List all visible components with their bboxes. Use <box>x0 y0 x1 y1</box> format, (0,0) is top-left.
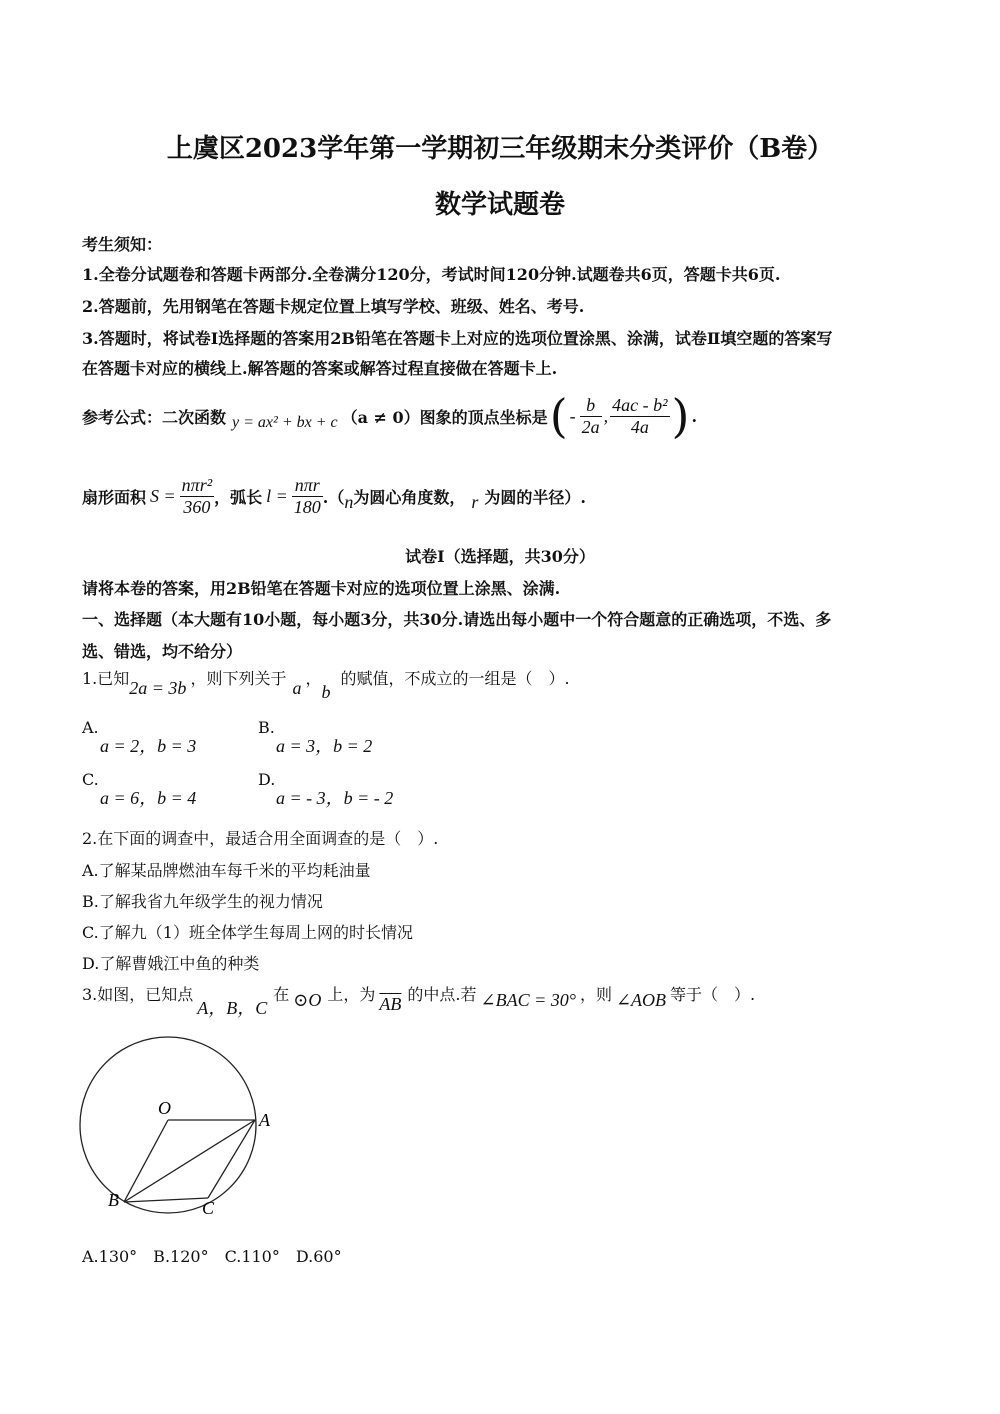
segment-ab <box>124 1120 255 1202</box>
part1-heading-line2: 选、错选，均不给分） <box>82 642 243 661</box>
vertex-x-sign: - <box>569 405 576 426</box>
q2-option-d: D.了解曹娥江中鱼的种类 <box>82 954 260 973</box>
q2-option-a: A.了解某品牌燃油车每千米的平均耗油量 <box>82 861 371 880</box>
vertex-y-fraction <box>610 395 669 438</box>
note-n: 为圆心角度数， <box>353 487 466 507</box>
notice-item-3-line1: 3.答题时，将试卷Ⅰ选择题的答案用2B铅笔在答题卡上对应的选项位置涂黑、涂满，试卷Ⅱ填空题的答案写 <box>82 329 833 348</box>
q1-option-c-label: C. <box>82 770 99 789</box>
page-title: 上虞区2023学年第一学期初三年级期末分类评价（B卷） <box>166 134 834 164</box>
q1-option-d-value: a = - 3，b = - 2 <box>276 788 394 808</box>
circle-o <box>80 1037 256 1213</box>
q1-var-a: a <box>292 678 302 698</box>
segment-bc <box>124 1198 208 1202</box>
q1-option-b-value: a = 3，b = 2 <box>276 736 373 756</box>
left-paren: ( <box>549 389 568 443</box>
section1-title: 试卷Ⅰ（选择题，共30分） <box>405 547 595 566</box>
q1-option-d-label: D. <box>258 770 276 789</box>
q3-stem-d: 的中点.若 <box>407 985 477 1004</box>
question-2-stem: 2.在下面的调查中，最适合用全面调查的是（ ）. <box>82 829 439 848</box>
label-o: O <box>158 1098 171 1118</box>
vertex-x-numerator: b <box>580 395 602 417</box>
formula-middle: 图象的顶点坐标是 <box>419 407 548 427</box>
arc-numerator: nπr <box>292 475 323 497</box>
q3-angle-aob: ∠AOB <box>615 990 667 1010</box>
var-n: n <box>344 491 354 512</box>
notice-item-2: 2.答题前，先用钢笔在答题卡规定位置上填写学校、班级、姓名、考号. <box>82 297 585 316</box>
page-subtitle: 数学试题卷 <box>434 190 565 220</box>
formula-prefix: 参考公式：二次函数 <box>82 407 227 427</box>
vertex-y-denominator: 4a <box>630 416 649 437</box>
note-r: 为圆的半径）. <box>484 487 586 507</box>
question-3-stem <box>82 980 755 1020</box>
q3-stem-f: 等于（ ）. <box>670 985 756 1004</box>
q3-stem-b: 在 <box>273 985 290 1004</box>
notice-item-1: 1.全卷分试题卷和答题卡两部分.全卷满分120分，考试时间120分钟.试题卷共6页，答题卡共6页. <box>82 265 781 284</box>
sector-denominator: 360 <box>183 496 211 517</box>
note-open: .（ <box>322 487 345 507</box>
notice-heading: 考生须知： <box>82 235 163 254</box>
q3-stem-c: 上，为 <box>327 985 376 1004</box>
formula-sector-line <box>82 468 586 524</box>
q1-stem-c: 的赋值，不成立的一组是（ ）. <box>340 669 570 688</box>
q2-option-b: B.了解我省九年级学生的视力情况 <box>82 892 323 911</box>
q1-option-a-value: a = 2，b = 3 <box>100 736 197 756</box>
q3-stem-a: 3.如图，已知点 <box>82 985 194 1004</box>
vertex-x-denominator: 2a <box>581 416 600 437</box>
var-r: r <box>471 491 479 512</box>
q3-arc: $\overline{AB}$ <box>379 994 402 1014</box>
q3-options: A.130° B.120° C.110° D.60° <box>82 1247 342 1266</box>
arc-fraction <box>292 475 323 518</box>
label-c: C <box>202 1198 215 1218</box>
vertex-x-fraction <box>580 395 602 438</box>
q3-circle: ⊙O <box>293 990 322 1010</box>
q1-comma: ， <box>305 669 322 688</box>
right-paren: ) <box>671 389 690 443</box>
arc-label: ，弧长 <box>214 487 263 507</box>
arc-denominator: 180 <box>293 496 321 517</box>
q3-angle-bac: ∠BAC = 30° <box>480 990 576 1010</box>
part1-heading-line1: 一、选择题（本大题有10小题，每小题3分，共30分.请选出每小题中一个符合题意的正确选项，不选、多 <box>82 610 832 629</box>
q3-points: A，B，C <box>197 998 268 1018</box>
sector-fraction <box>180 475 214 518</box>
q1-option-a-label: A. <box>82 718 99 737</box>
quadratic-function: y = ax² + bx + c <box>232 414 338 431</box>
segment-ob <box>124 1120 168 1202</box>
q2-option-c: C.了解九（1）班全体学生每周上网的时长情况 <box>82 923 413 942</box>
q3-stem-e: ，则 <box>579 985 612 1004</box>
question-1-stem <box>82 664 570 704</box>
arc-lhs: l = <box>266 485 288 506</box>
q1-option-b-label: B. <box>258 718 275 737</box>
q1-equation: 2a = 3b <box>129 678 187 698</box>
formula-end: . <box>691 406 698 426</box>
q1-var-b: b <box>321 682 331 702</box>
label-a: A <box>259 1110 270 1130</box>
section1-instruction: 请将本卷的答案，用2B铅笔在答题卡对应的选项位置上涂黑、涂满. <box>82 579 561 598</box>
q1-option-c-value: a = 6，b = 4 <box>100 788 197 808</box>
vertex-y-numerator: 4ac - b² <box>612 394 668 415</box>
sector-numerator: nπr² <box>181 474 213 495</box>
formula-vertex-line: 参考公式：二次函数 y = ax² + bx + c （a ≠ 0） 图象的顶点坐标是 ( - $\frac{b}{2a}$ , $\frac{\text{4ac - b²}}{4a}$ ) . <box>82 389 698 443</box>
notice-item-3-line2: 在答题卡对应的横线上.解答题的答案或解答过程直接做在答题卡上. <box>82 359 558 378</box>
formula-condition: （a ≠ 0） <box>341 407 420 427</box>
q1-stem-a: 1.已知 <box>82 669 130 688</box>
q1-stem-b: ，则下列关于 <box>190 669 287 688</box>
sector-lhs: S = <box>150 485 176 506</box>
circle-figure <box>60 1030 300 1230</box>
label-b: B <box>108 1190 119 1210</box>
sector-label: 扇形面积 <box>82 487 147 507</box>
